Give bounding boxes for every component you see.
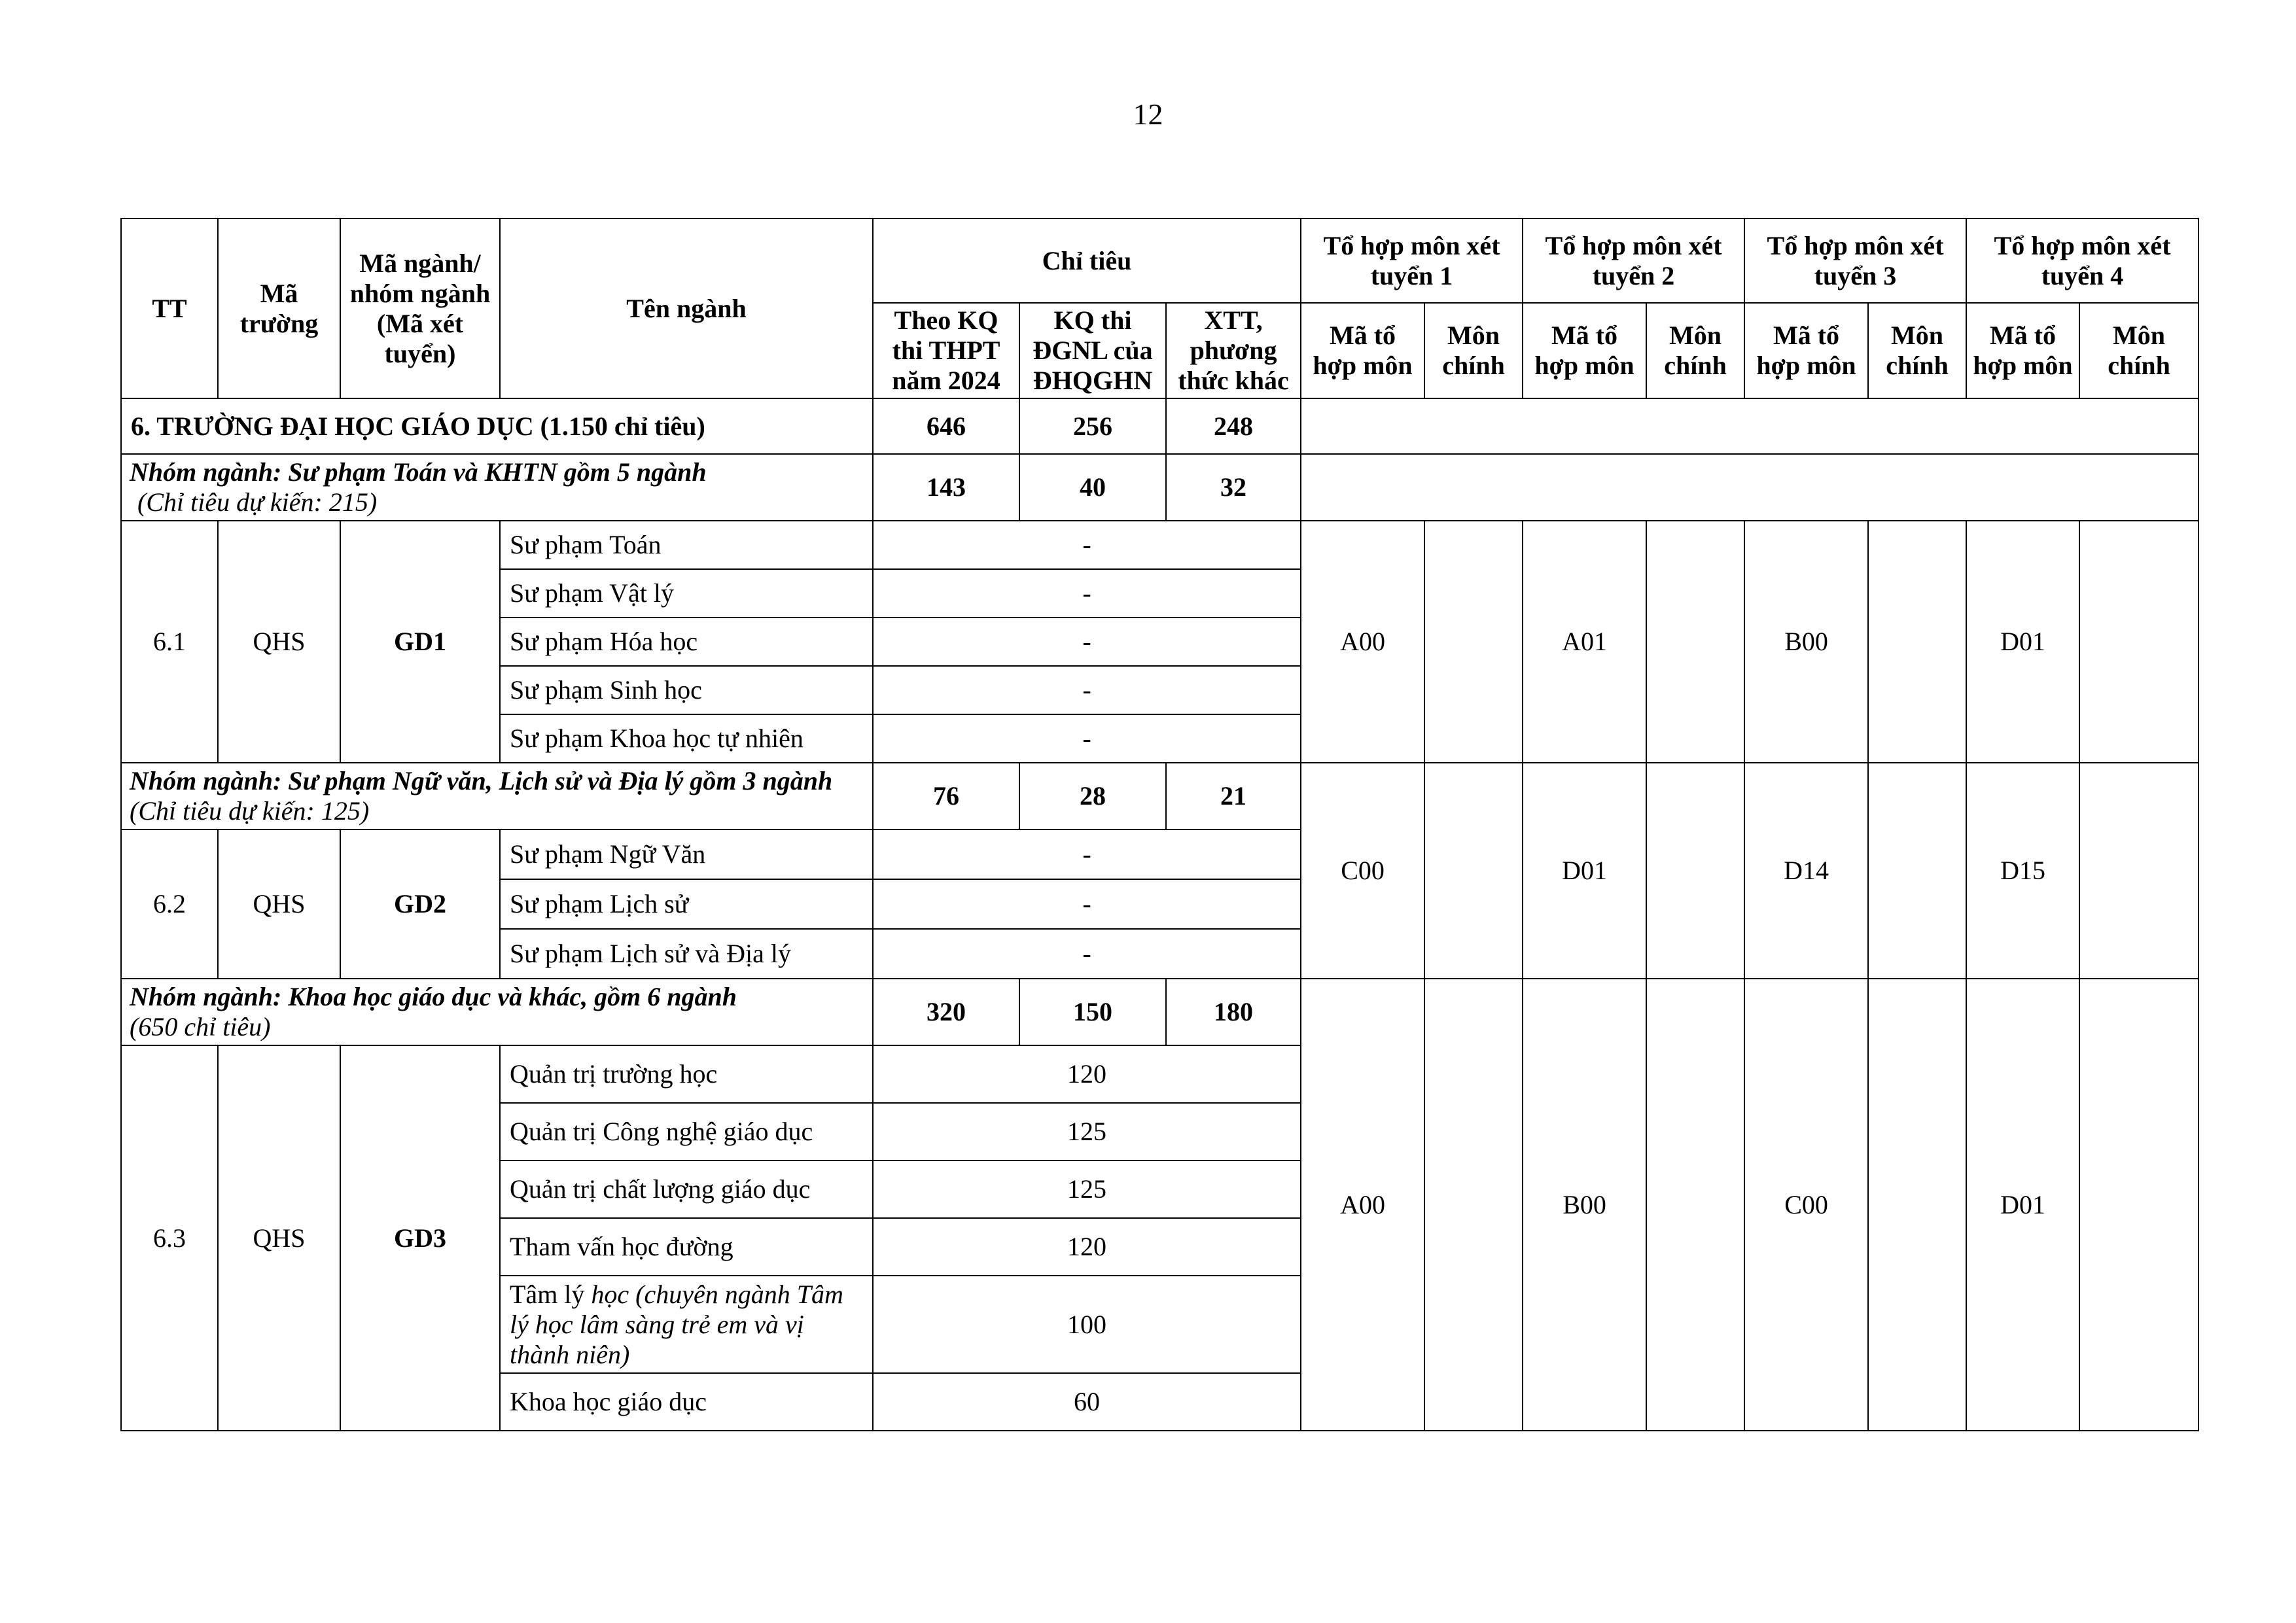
group-row xyxy=(121,979,2199,1045)
major-name: Quản trị chất lượng giáo dục xyxy=(500,1161,873,1218)
section-thpt: 646 xyxy=(873,398,1019,454)
header-row xyxy=(121,218,2199,303)
major-name xyxy=(500,1276,873,1373)
group-subtitle: (Chỉ tiêu dự kiến: 125) xyxy=(130,796,370,826)
header-tt: TT xyxy=(121,218,218,398)
header-ma-truong: Mã trường xyxy=(218,218,340,398)
major-name: Sư phạm Sinh học xyxy=(500,666,873,714)
major-quota: 120 xyxy=(873,1045,1301,1103)
major-quota: 60 xyxy=(873,1373,1301,1431)
header-mon-chinh-4: Môn chính xyxy=(2079,303,2199,398)
header-ten-nganh: Tên ngành xyxy=(500,218,873,398)
group-name: Nhóm ngành: Khoa học giáo dục và khác, gồm 6 ngành xyxy=(130,982,737,1011)
group-dgnl: 40 xyxy=(1019,454,1166,521)
group-title xyxy=(121,454,873,521)
section-row xyxy=(121,398,2199,454)
major-quota: 125 xyxy=(873,1103,1301,1161)
header-ma-to-hop-4: Mã tổ hợp môn xyxy=(1966,303,2079,398)
group-thpt: 76 xyxy=(873,763,1019,829)
header-ma-to-hop-1: Mã tổ hợp môn xyxy=(1301,303,1424,398)
major-name: Khoa học giáo dục xyxy=(500,1373,873,1431)
row-code: GD3 xyxy=(340,1045,500,1431)
group-thpt: 320 xyxy=(873,979,1019,1045)
header-xtt: XTT, phương thức khác xyxy=(1166,303,1301,398)
group-row xyxy=(121,763,2199,829)
header-mon-chinh-2: Môn chính xyxy=(1646,303,1744,398)
row-school: QHS xyxy=(218,521,340,763)
main-subject-3 xyxy=(1868,979,1966,1431)
main-subject-2 xyxy=(1646,521,1744,763)
main-subject-4 xyxy=(2079,979,2199,1431)
row-tt: 6.2 xyxy=(121,829,218,979)
group-empty xyxy=(1301,454,2199,521)
major-quota: - xyxy=(873,569,1301,618)
combo-1: C00 xyxy=(1301,763,1424,979)
major-quota: - xyxy=(873,714,1301,763)
header-ma-nganh: Mã ngành/ nhóm ngành (Mã xét tuyển) xyxy=(340,218,500,398)
header-dgnl: KQ thi ĐGNL của ĐHQGHN xyxy=(1019,303,1166,398)
major-quota: 100 xyxy=(873,1276,1301,1373)
major-name-plain: Tâm lý xyxy=(510,1279,592,1309)
section-empty xyxy=(1301,398,2199,454)
main-subject-1 xyxy=(1424,763,1523,979)
major-name: Sư phạm Lịch sử xyxy=(500,879,873,929)
combo-2: A01 xyxy=(1523,521,1646,763)
major-name: Tham vấn học đường xyxy=(500,1218,873,1276)
major-name: Sư phạm Hóa học xyxy=(500,618,873,666)
section-dgnl: 256 xyxy=(1019,398,1166,454)
major-quota: - xyxy=(873,666,1301,714)
major-name-italic: học (chuyên ngành Tâm lý học lâm sàng trẻ em và vị thành niên) xyxy=(510,1279,843,1369)
major-quota: 125 xyxy=(873,1161,1301,1218)
main-subject-2 xyxy=(1646,763,1744,979)
major-quota: - xyxy=(873,521,1301,569)
major-quota: 120 xyxy=(873,1218,1301,1276)
admission-quota-table xyxy=(120,218,2199,1431)
group-subtitle: (650 chỉ tiêu) xyxy=(130,1012,271,1041)
combo-3: C00 xyxy=(1744,979,1868,1431)
header-mon-chinh-3: Môn chính xyxy=(1868,303,1966,398)
row-code: GD2 xyxy=(340,829,500,979)
group-thpt: 143 xyxy=(873,454,1019,521)
combo-2: B00 xyxy=(1523,979,1646,1431)
group-xtt: 180 xyxy=(1166,979,1301,1045)
group-title xyxy=(121,763,873,829)
group-row xyxy=(121,454,2199,521)
major-quota: - xyxy=(873,879,1301,929)
header-to-hop-2: Tổ hợp môn xét tuyển 2 xyxy=(1523,218,1744,303)
combo-1: A00 xyxy=(1301,979,1424,1431)
main-subject-4 xyxy=(2079,763,2199,979)
header-mon-chinh-1: Môn chính xyxy=(1424,303,1523,398)
row-school: QHS xyxy=(218,1045,340,1431)
major-name: Quản trị Công nghệ giáo dục xyxy=(500,1103,873,1161)
combo-3: D14 xyxy=(1744,763,1868,979)
main-subject-3 xyxy=(1868,521,1966,763)
combo-4: D01 xyxy=(1966,979,2079,1431)
header-chi-tieu: Chỉ tiêu xyxy=(873,218,1301,303)
group-xtt: 32 xyxy=(1166,454,1301,521)
combo-1: A00 xyxy=(1301,521,1424,763)
main-subject-3 xyxy=(1868,763,1966,979)
row-school: QHS xyxy=(218,829,340,979)
section-title: 6. TRƯỜNG ĐẠI HỌC GIÁO DỤC (1.150 chỉ tiêu) xyxy=(121,398,873,454)
row-code: GD1 xyxy=(340,521,500,763)
page-number: 12 xyxy=(1133,97,1163,131)
main-subject-1 xyxy=(1424,979,1523,1431)
major-name: Quản trị trường học xyxy=(500,1045,873,1103)
major-name: Sư phạm Vật lý xyxy=(500,569,873,618)
major-name: Sư phạm Toán xyxy=(500,521,873,569)
major-row xyxy=(121,521,2199,569)
combo-4: D15 xyxy=(1966,763,2079,979)
major-quota: - xyxy=(873,618,1301,666)
header-to-hop-1: Tổ hợp môn xét tuyển 1 xyxy=(1301,218,1523,303)
group-subtitle: (Chỉ tiêu dự kiến: 215) xyxy=(137,487,378,517)
section-xtt: 248 xyxy=(1166,398,1301,454)
row-tt: 6.3 xyxy=(121,1045,218,1431)
header-thpt: Theo KQ thi THPT năm 2024 xyxy=(873,303,1019,398)
combo-4: D01 xyxy=(1966,521,2079,763)
major-name: Sư phạm Ngữ Văn xyxy=(500,829,873,879)
header-to-hop-4: Tổ hợp môn xét tuyển 4 xyxy=(1966,218,2199,303)
group-dgnl: 28 xyxy=(1019,763,1166,829)
major-quota: - xyxy=(873,829,1301,879)
group-title xyxy=(121,979,873,1045)
major-name: Sư phạm Lịch sử và Địa lý xyxy=(500,929,873,979)
header-ma-to-hop-3: Mã tổ hợp môn xyxy=(1744,303,1868,398)
group-name: Nhóm ngành: Sư phạm Toán và KHTN gồm 5 ngành xyxy=(130,457,707,487)
main-subject-1 xyxy=(1424,521,1523,763)
group-name: Nhóm ngành: Sư phạm Ngữ văn, Lịch sử và Địa lý gồm 3 ngành xyxy=(130,766,833,795)
group-xtt: 21 xyxy=(1166,763,1301,829)
row-tt: 6.1 xyxy=(121,521,218,763)
major-quota: - xyxy=(873,929,1301,979)
combo-2: D01 xyxy=(1523,763,1646,979)
combo-3: B00 xyxy=(1744,521,1868,763)
main-subject-4 xyxy=(2079,521,2199,763)
main-subject-2 xyxy=(1646,979,1744,1431)
header-ma-to-hop-2: Mã tổ hợp môn xyxy=(1523,303,1646,398)
group-dgnl: 150 xyxy=(1019,979,1166,1045)
major-name: Sư phạm Khoa học tự nhiên xyxy=(500,714,873,763)
header-to-hop-3: Tổ hợp môn xét tuyển 3 xyxy=(1744,218,1966,303)
